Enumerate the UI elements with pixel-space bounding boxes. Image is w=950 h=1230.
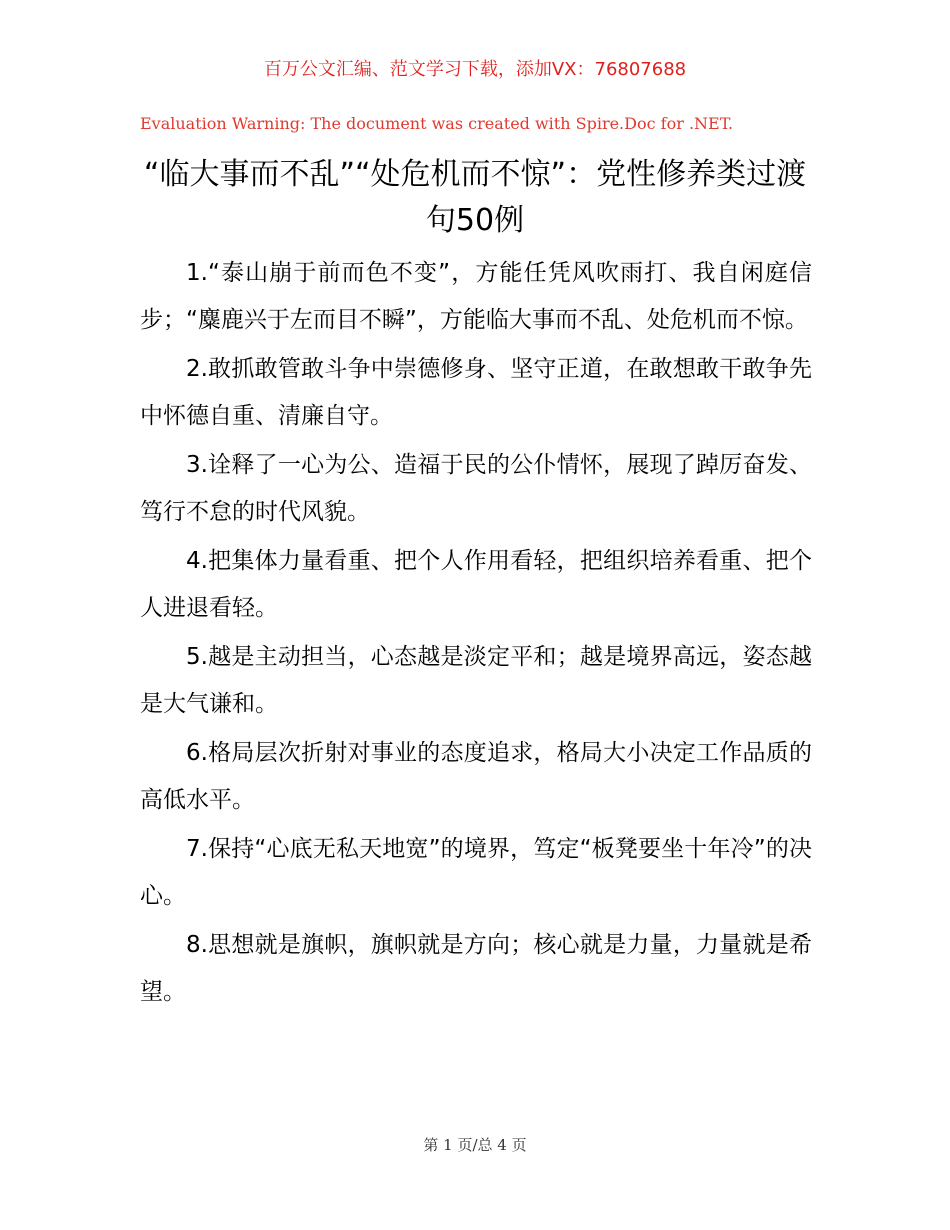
- paragraph-2: 2.敢抓敢管敢斗争中崇德修身、坚守正道，在敢想敢干敢争先中怀德自重、清廉自守。: [140, 356, 812, 429]
- document-body: [140, 250, 812, 1016]
- document-title: “临大事而不乱”“处危机而不惊”：党性修养类过渡句50例: [143, 157, 807, 238]
- promo-header: 百万公文汇编、范文学习下载，添加VX：76807688: [263, 59, 687, 80]
- paragraph-6: 6.格局层次折射对事业的态度追求，格局大小决定工作品质的高低水平。: [140, 740, 812, 813]
- evaluation-warning: Evaluation Warning: The document was created with Spire.Doc for .NET.: [140, 114, 734, 133]
- paragraph-4: 4.把集体力量看重、把个人作用看轻，把组织培养看重、把个人进退看轻。: [140, 548, 812, 621]
- page-footer: 第 1 页/总 4 页: [423, 1136, 527, 1154]
- paragraph-5: 5.越是主动担当，心态越是淡定平和；越是境界高远，姿态越是大气谦和。: [140, 644, 812, 717]
- paragraph-3: 3.诠释了一心为公、造福于民的公仆情怀，展现了踔厉奋发、笃行不怠的时代风貌。: [140, 452, 812, 525]
- paragraph-8: 8.思想就是旗帜，旗帜就是方向；核心就是力量，力量就是希望。: [140, 932, 812, 1005]
- paragraph-7: 7.保持“心底无私天地宽”的境界，笃定“板凳要坐十年冷”的决心。: [140, 836, 812, 909]
- paragraph-1: 1.“泰山崩于前而色不变”，方能任凭风吹雨打、我自闲庭信步；“麋鹿兴于左而目不瞬”，方能临大事而不乱、处危机而不惊。: [140, 260, 812, 333]
